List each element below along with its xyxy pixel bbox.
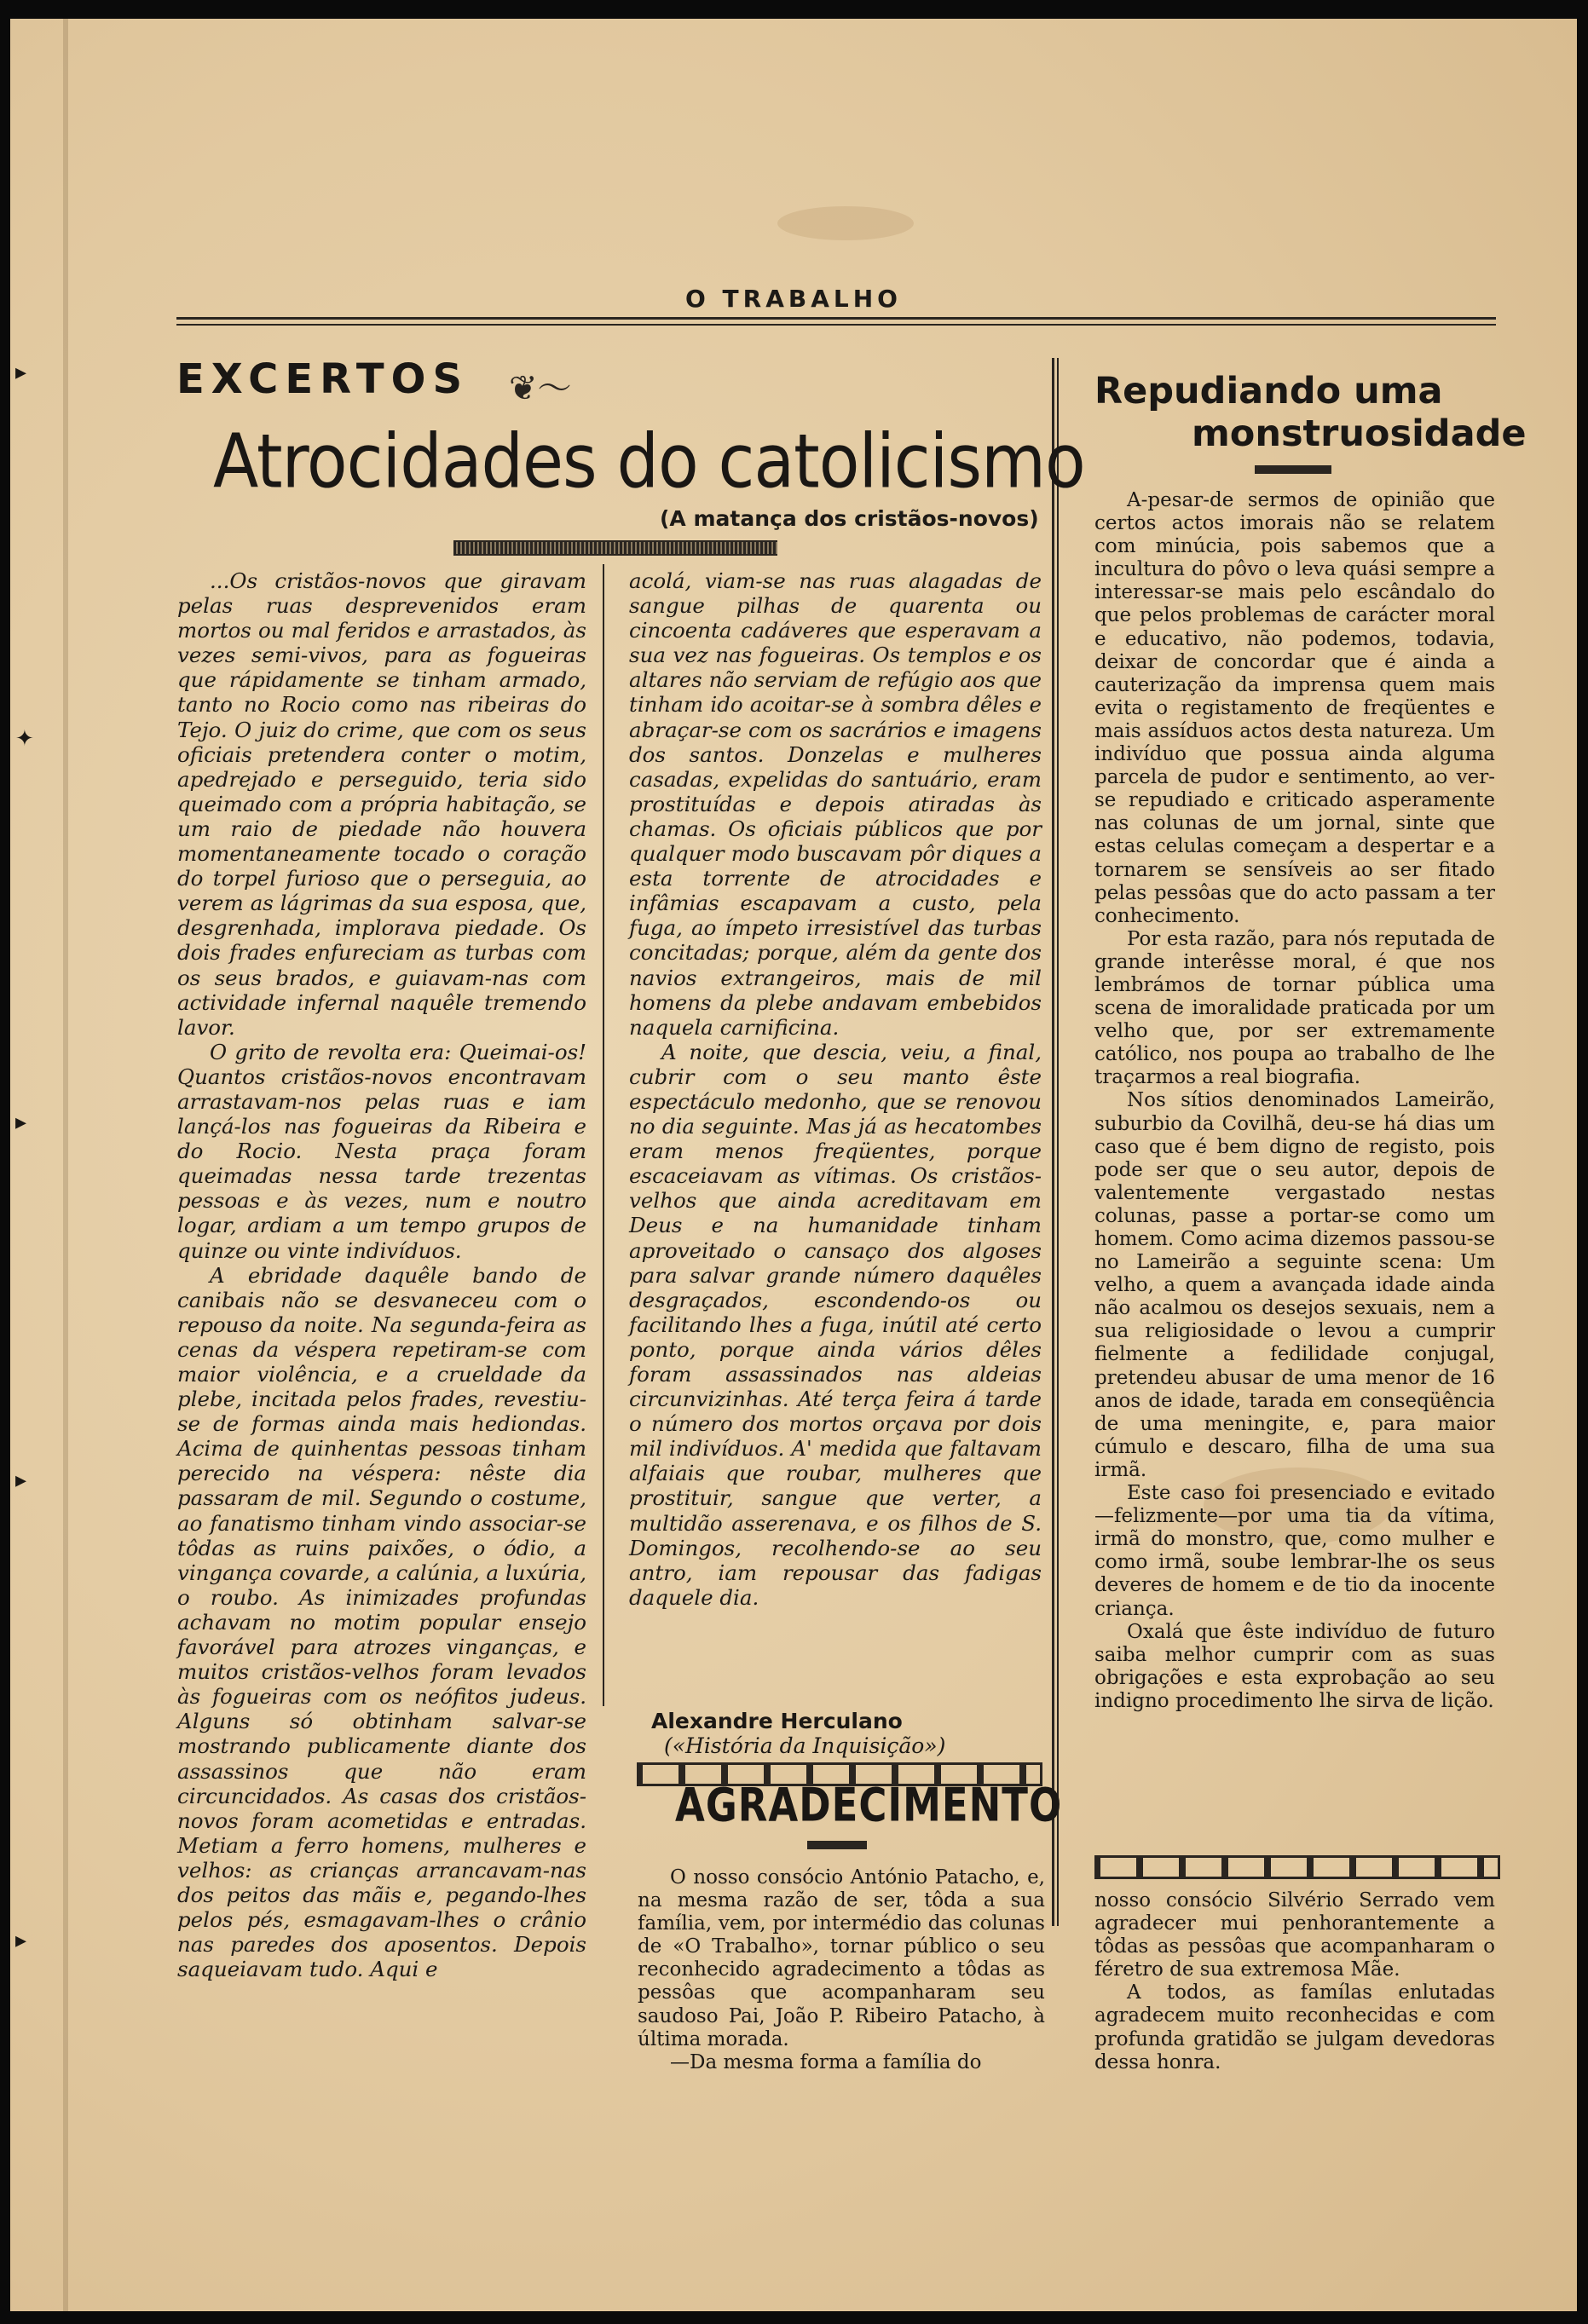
agradecimento-paragraph: O nosso consócio António Patacho, e, na mesma razão de ser, tôda a sua família, vem, por intermédio das colunas de «O Trabalho», tornar público o seu reconhecido agradecimento a tôdas as pessôas que acompanharam seu saudoso Pai, João P. Ribeiro Patacho, à última morada. [638,1866,1045,2050]
right-article-body [1094,489,1495,1713]
headline-ornament-bar [453,540,777,556]
edge-mark-icon: ▸ [15,1468,27,1493]
article-headline: Atrocidades do catolicismo [213,419,1085,505]
agradecimento-body [638,1866,1045,2074]
newspaper-page [10,19,1577,2311]
agradecimento-title: AGRADECIMENTO [675,1778,1063,1832]
edge-mark-icon: ▸ [15,360,27,385]
article-paragraph: ...Os cristãos-novos que giravam pelas ruas desprevenidos eram mortos ou mal feridos e arrastados, às vezes semi-vivos, para as fogueiras que rápidamente se tinham armado, tanto no Rocio como nas ribeiras do Tejo. O juiz do crime, que com os seus oficiais pretendera conter o motim, apedrejado e perseguido, teria sido queimado com a própria habitação, se um raio de piedade não houvera momentaneamente tocado o coração do torpel furioso que o perseguia, ao verem as lágrimas da sua esposa, que, desgrenhada, implorava piedade. Os dois frades enfureciam as turbas com os seus brados, e guiavam-nas com actividade infernal naquêle tremendo lavor. [177,568,586,1040]
article-subhead: (A matança dos cristãos-novos) [660,506,1039,531]
article-source: («História da Inquisição») [664,1733,946,1758]
right-paragraph: Este caso foi presenciado e evitado—felizmente—por uma tia da vítima, irmã do monstro, que, como mulher e como irmã, soube lembrar-lhe os seus deveres de homem e de tio da inocente criança. [1094,1482,1495,1620]
column-divider-left [603,564,604,1706]
article-paragraph: A noite, que descia, veiu, a final, cubrir com o seu manto êste espectáculo medonho, que se renovou no dia seguinte. Mas já as hecatombes eram menos freqüentes, porque escaceiavam as vítimas. Os cristãos-velhos que ainda acreditavam em Deus e na humanidade tinham aproveitado o cansaço dos algoses para salvar grande número daquêles desgraçados, escondendo-os ou facilitando lhes a fuga, inútil até certo ponto, porque ainda vários dêles foram assassinados nas aldeias circunvizinhas. Até terça feira á tarde o número dos mortos orçava por dois mil indivíduos. A' medida que faltavam alfaiais que roubar, mulheres que prostituir, sangue que verter, a multidão asserenava, e os filhos de S. Domingos, recolhendo-se ao seu antro, iam repousar das fadigas daquele dia. [629,1039,1042,1610]
edge-mark-icon: ▸ [15,1928,27,1953]
title-underbar [807,1841,867,1849]
article-author: Alexandre Herculano [651,1709,903,1733]
paper-stain [777,206,914,240]
right-continuation-paragraph: nosso consócio Silvério Serrado vem agradecer mui penhorantemente a tôdas as pessôas que acompanharam o féretro de sua extremosa Mãe. [1094,1889,1495,1981]
chain-ornament [1094,1855,1500,1879]
right-continuation-paragraph: A todos, as famílas enlutadas agradecem muito reconhecidas e com profunda gratidão se julgam devedoras dessa honra. [1094,1981,1495,2073]
masthead: O TRABALHO [685,285,902,313]
right-headline-line-1: Repudiando uma [1094,370,1443,412]
section-kicker: EXCERTOS [176,355,470,403]
edge-mark-icon: ✦ [15,726,34,752]
page-fold-shadow [63,19,68,2311]
right-paragraph: A-pesar-de sermos de opinião que certos actos imorais não se relatem com minúcia, pois sabemos que a incultura do pôvo o leva quási sempre a interessar-se mais pelo escândalo do que pelos problemas de carácter moral e educativo, não podemos, todavia, deixar de concordar que é ainda a cauterização da imprensa quem mais evita o registamento de freqüentes e mais assíduos actos desta natureza. Um indivíduo que possua ainda alguma parcela de pudor e sentimento, ao ver-se repudiado e criticado asperamente nas colunas de um jornal, sinte que estas celulas começam a despertar e a tornarem se sensíveis ao ser fitado pelas pessôas que do acto passam a ter conhecimento. [1094,489,1495,927]
column-divider-inner [1057,358,1059,1926]
masthead-rule-bottom [176,324,1496,326]
column-divider [1052,358,1054,1926]
masthead-rule-top [176,317,1496,320]
article-paragraph: O grito de revolta era: Queimai-os! Quantos cristãos-novos encontravam arrastavam-nos pelas ruas e iam lançá-los nas fogueiras da Ribeira e do Rocio. Nesta praça foram queimadas nessa tarde trezentas pessoas e às vezes, num e noutro logar, ardiam a um tempo grupos de quinze ou vinte indivíduos. [177,1039,586,1263]
right-paragraph: Oxalá que êste indivíduo de futuro saiba melhor cumprir com as suas obrigações e esta exprobação ao seu indigno procedimento lhe sirva de lição. [1094,1620,1495,1712]
right-continuation [1094,1889,1495,2074]
right-headline-line-2: monstruosidade [1192,412,1527,455]
article-column-2 [629,568,1042,1610]
edge-mark-icon: ▸ [15,1110,27,1135]
article-paragraph: A ebridade daquêle bando de canibais não se desvaneceu com o repouso da noite. Na segunda-feira as cenas da véspera repetiram-se com maior violência, e a crueldade da plebe, incitada pelos frades, revestiu-se de formas ainda mais hediondas. Acima de quinhentas pessoas tinham perecido na véspera: nêste dia passaram de mil. Segundo o costume, ao fanatismo tinham vindo associar-se tôdas as ruins paixões, o ódio, a vingança covarde, a calúnia, a luxúria, o roubo. As inimizades profundas achavam no motim popular ensejo favorável para atrozes vinganças, e muitos cristãos-velhos foram levados às fogueiras com os neófitos judeus. Alguns só obtinham salvar-se mostrando publicamente diante dos assassinos que não eram circuncidados. As casas dos cristãos-novos foram acometidas e entradas. Metiam a ferro homens, mulheres e velhos: as crianças arrancavam-nas dos peitos das mãis e, pegando-lhes pelos pés, esmagavam-lhes o crânio nas paredes dos aposentos. Depois saqueiavam tudo. Aqui e [177,1262,586,1982]
kicker-ornament-icon: ❦〜 [509,369,572,408]
article-column-1 [177,568,586,1981]
agradecimento-continued: —Da mesma forma a família do [670,2050,982,2073]
headline-underbar [1255,465,1331,474]
right-paragraph: Nos sítios denominados Lameirão, suburbio da Covilhã, deu-se há dias um caso que é bem digno de registo, pois pode ser que o seu autor, depois de valentemente vergastado nestas colunas, passe a portar-se como um homem. Como acima dizemos passou-se no Lameirão a seguinte scena: Um velho, a quem a avançada idade ainda não acalmou os desejos sexuais, nem a sua religiosidade o levou a cumprir fielmente a fedilidade conjugal, pretendeu abusar de uma menor de 16 anos de idade, tarada em conseqüência de uma meningite, e, para maior cúmulo e descaro, filha de uma sua irmã. [1094,1089,1495,1481]
article-paragraph: acolá, viam-se nas ruas alagadas de sangue pilhas de quarenta ou cincoenta cadáveres que esperavam a sua vez nas fogueiras. Os templos e os altares não serviam de refúgio aos que tinham ido acoitar-se à sombra dêles e abraçar-se com os sacrários e imagens dos santos. Donzelas e mulheres casadas, expelidas do santuário, eram prostituídas e depois atiradas às chamas. Os oficiais públicos que por qualquer modo buscavam pôr diques a esta torrente de atrocidades e infâmias escapavam a custo, pela fuga, ao ímpeto irresistível das turbas concitadas; porque, além da gente dos navios extrangeiros, mais de mil homens da plebe andavam embebidos naquela carnificina. [629,568,1042,1040]
right-paragraph: Por esta razão, para nós reputada de grande interêsse moral, é que nos lembrámos de tornar pública uma scena de imoralidade praticada por um velho que, por ser extremamente católico, nos poupa ao trabalho de lhe traçarmos a real biografia. [1094,927,1495,1089]
